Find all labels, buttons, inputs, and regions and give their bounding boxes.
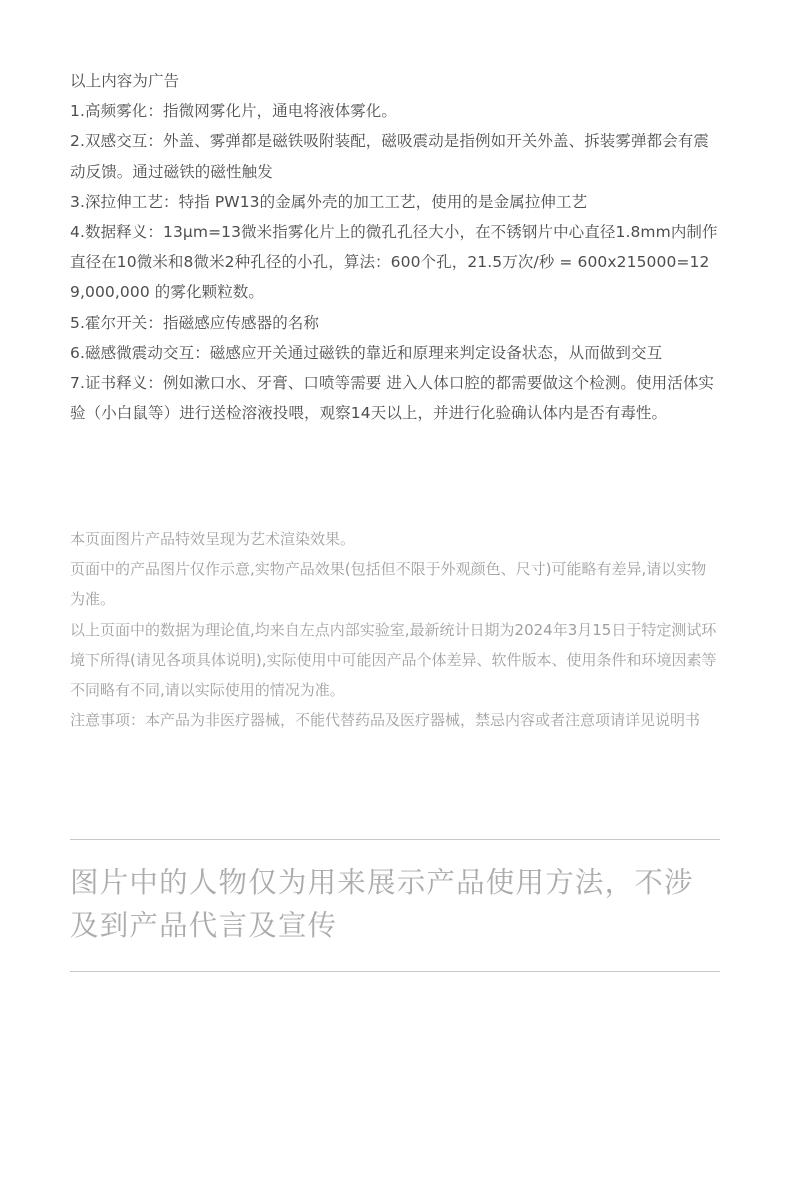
- disclaimer: [70, 524, 720, 735]
- note-high-frequency-atomization: 1.高频雾化：指微网雾化片，通电将液体雾化。: [70, 102, 397, 121]
- note-hall-switch: 5.霍尔开关：指磁感应传感器的名称: [70, 313, 319, 332]
- ad-label: 以上内容为广告: [70, 72, 180, 90]
- model-usage-statement: 图片中的人物仅为用来展示产品使用方法，不涉及到产品代言及宣传: [70, 866, 694, 942]
- product-notes: [70, 66, 720, 428]
- note-certificate-explanation: 7.证书释义：例如漱口水、牙膏、口喷等需要 进入人体口腔的都需要做这个检测。使用活体实验（小白鼠等）进行送检溶液投喂，观察14天以上，并进行化验确认体内是否有毒性。: [70, 374, 715, 423]
- disclaimer-theoretical-data: 以上页面中的数据为理论值,均来自左点内部实验室,最新统计日期为2024年3月15日于特定测试环境下所得(请见各项具体说明),实际使用中可能因产品个体差异、软件版本、使用条件和环境因素等不同略有不同,请以实际使用的情况为准。: [70, 620, 717, 700]
- disclaimer-rendering-effect: 本页面图片产品特效呈现为艺术渲染效果。: [70, 530, 356, 548]
- disclaimer-precautions: 注意事项：本产品为非医疗器械，不能代替药品及医疗器械，禁忌内容或者注意项请详见说明书: [70, 711, 701, 730]
- note-dual-sense-interaction: 2.双感交互：外盖、雾弹都是磁铁吸附装配，磁吸震动是指例如开关外盖、拆装雾弹都会有震动反馈。通过磁铁的磁性触发: [70, 132, 709, 181]
- divider-bottom: [70, 971, 720, 972]
- disclaimer-product-image: 页面中的产品图片仅作示意,实物产品效果(包括但不限于外观颜色、尺寸)可能略有差异,请以实物为准。: [70, 560, 707, 609]
- note-data-explanation: 4.数据释义：13μm=13微米指雾化片上的微孔孔径大小，在不锈钢片中心直径1.8mm内制作直径在10微米和8微米2种孔径的小孔，算法：600个孔，21.5万次/秒 = 600x215000=129,000,000 的雾化颗粒数。: [70, 223, 718, 302]
- note-magnetic-vibration-interaction: 6.磁感微震动交互：磁感应开关通过磁铁的靠近和原理来判定设备状态，从而做到交互: [70, 343, 663, 362]
- note-deep-drawing-process: 3.深拉伸工艺：特指 PW13的金属外壳的加工工艺，使用的是金属拉伸工艺: [70, 192, 588, 211]
- divider-top: [70, 839, 720, 840]
- product-notes-page: [70, 66, 720, 942]
